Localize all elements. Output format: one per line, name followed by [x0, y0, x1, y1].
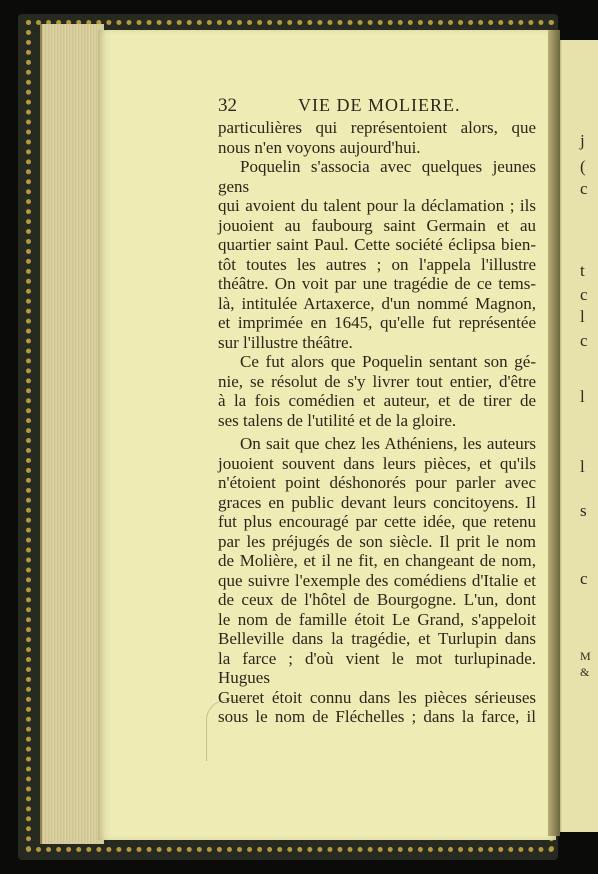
- text-line: jouoient au faubourg saint Germain et au: [218, 215, 536, 235]
- text-line: à la fois comédien et auteur, et de tirer de: [218, 391, 536, 410]
- facing-page: [558, 40, 598, 832]
- text-line: fut plus encouragé par cette idée, que retenu: [218, 512, 536, 531]
- text-line: On sait que chez les Athéniens, les auteurs: [240, 434, 536, 453]
- text-line: le nom de famille étoit Le Grand, s'appeloit: [218, 609, 536, 629]
- text-line: Belleville dans la tragédie, et Turlupin dans: [218, 629, 536, 648]
- facing-fragment: l: [580, 457, 585, 476]
- facing-fragment: l: [580, 387, 585, 406]
- text-line: théâtre. On voit par une tragédie de ce tems-: [218, 274, 536, 293]
- text-line: tôt toutes les autres ; on l'appela l'illustre: [218, 254, 536, 274]
- facing-fragment: s: [580, 501, 587, 520]
- text-line: nous n'en voyons aujourd'hui.: [218, 137, 421, 157]
- text-line: n'étoient point déshonorés pour parler avec: [218, 473, 536, 492]
- text-line: Ce fut alors que Poquelin sentant son gé-: [240, 352, 536, 371]
- facing-fragment: c: [580, 569, 588, 588]
- facing-fragment: M: [580, 649, 591, 663]
- page-edges: [40, 24, 104, 844]
- facing-fragment: t: [580, 261, 585, 280]
- text-line: Gueret étoit connu dans les pièces sérieuses: [218, 687, 536, 707]
- facing-fragment: c: [580, 179, 588, 198]
- text-line: de Molière, et il ne fit, en changeant de nom,: [218, 551, 536, 570]
- text-line: nie, se résolut de s'y livrer tout entier, d'être: [218, 371, 536, 391]
- text-line: la farce ; d'où vient le mot turlupinade. Hugues: [218, 648, 536, 687]
- text-line: ses talens de l'utilité et de la gloire.: [218, 410, 457, 430]
- text-line: graces en public devant leurs concitoyens. Il: [218, 492, 536, 512]
- text-line: jouoient souvent dans leurs pièces, et qu'ils: [218, 453, 536, 473]
- text-line: par les préjugés de son siècle. Il prit le nom: [218, 531, 536, 551]
- running-header: [218, 93, 536, 119]
- gutter-shadow: [548, 30, 560, 836]
- facing-fragment: (: [580, 157, 586, 176]
- facing-fragment: &: [580, 665, 590, 679]
- body-text: [218, 118, 536, 727]
- facing-fragment: c: [580, 331, 588, 350]
- text-line: de ceux de l'hôtel de Bourgogne. L'un, dont: [218, 590, 536, 609]
- text-line: que suivre l'exemple des comédiens d'Italie et: [218, 570, 536, 590]
- facing-fragment: l: [580, 307, 585, 326]
- text-line: qui avoient du talent pour la déclamation ; ils: [218, 196, 536, 215]
- text-line: quartier saint Paul. Cette société éclipsa bien-: [218, 235, 536, 254]
- text-line: et imprimée en 1645, qu'elle fut représentée: [218, 313, 536, 332]
- text-line: particulières qui représentoient alors, que: [218, 118, 536, 137]
- page-number: 32: [218, 95, 237, 116]
- text-line: sous le nom de Fléchelles ; dans la farce, il: [218, 707, 536, 726]
- text-line: Poquelin s'associa avec quelques jeunes gens: [218, 157, 536, 196]
- running-title: VIE DE MOLIERE.: [298, 95, 461, 115]
- facing-fragment: j: [580, 131, 585, 150]
- text-line: là, intitulée Artaxerce, d'un nommé Magnon,: [218, 293, 536, 313]
- facing-fragment: c: [580, 285, 588, 304]
- text-line: sur l'illustre théâtre.: [218, 332, 353, 352]
